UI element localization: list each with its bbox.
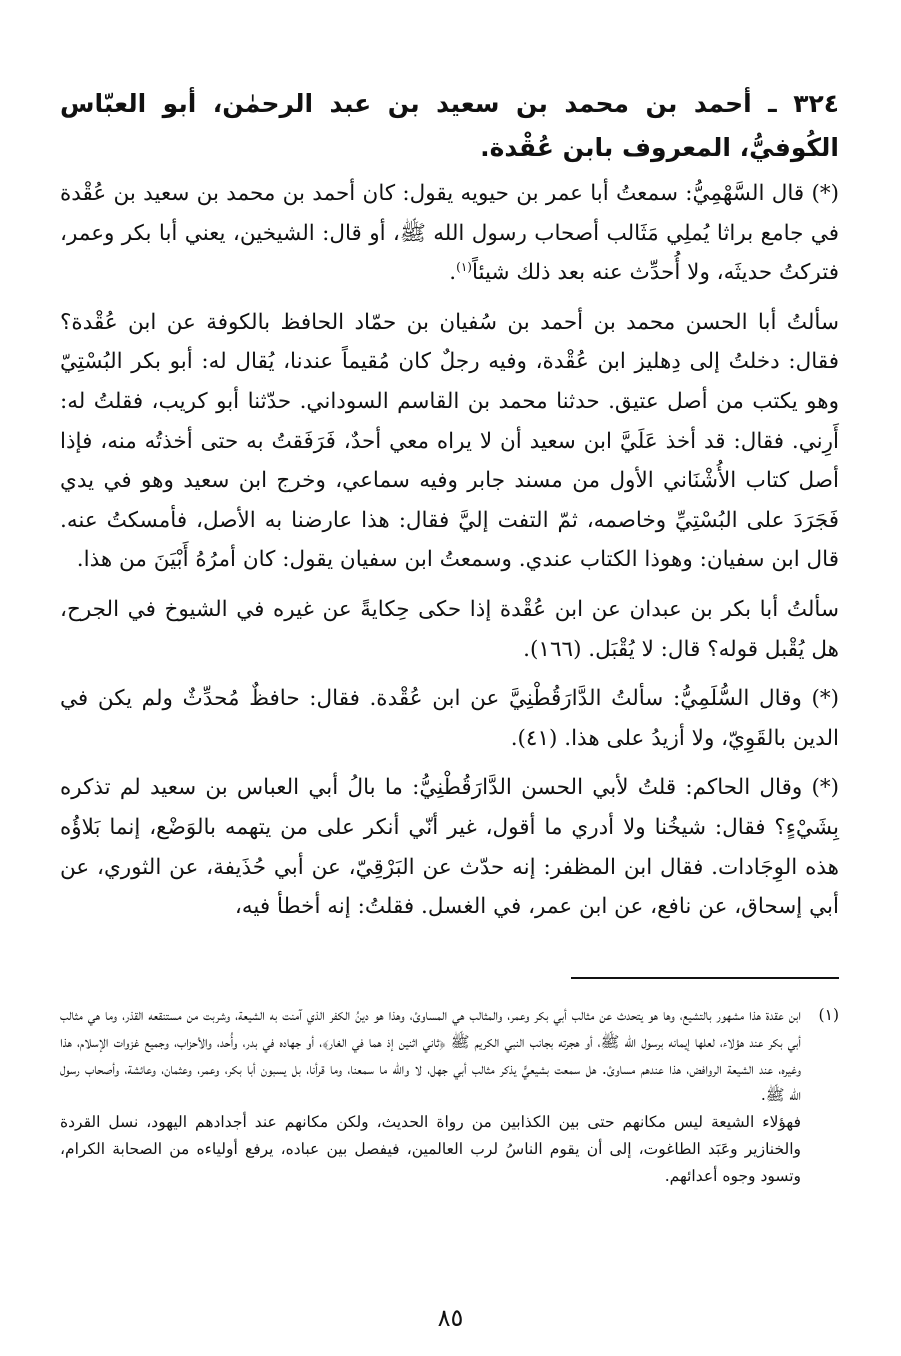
footnote-body: [60, 1002, 801, 1190]
footnote-paragraph: ابن عقدة هذا مشهور بالتشيع، وها هو يتحدث عن مثالب أبي بكر وعمر، والمثالب هي المساوئ، وهذا هو دينُ الكفر الذي آمنت به الشيعة، وشربت من مستنقعه القذر، وما هي مثالب أبي بكر عند هؤلاء، لعلها إيمانه برسول الله ﷺ، أو هجرته بجانب النبي الكريم ﷺ ﴿ثاني اثنين إذ هما في الغار﴾، أو جهاده في بدر، وأُحد، والأحزاب، وجميع غزوات الإسلام، هذا وغيره، عند الشيعة الروافض، هذا عندهم مساوئ. هل سمعت بشيعيٍّ يذكر مثالب أبي جهل، لا والله ما سمعنا، وما قرأنا، بل يسبون أبا بكر، وعمر، وعثمان، وعائشة، وأصحاب رسول الله ﷺ.: [60, 1006, 801, 1105]
paragraph-text: (*) قال السَّهْمِيُّ: سمعتُ أبا عمر بن حيويه يقول: كان أحمد بن محمد بن سعيد بن عُقْدة في جامع براثا يُملِي مَثَالب أصحاب رسول الله ﷺ، أو قال: الشيخين، يعني أبا بكر وعمر، فتركتُ حديثَه، ولا أُحدِّث عنه بعد ذلك شيئاً: [60, 181, 839, 286]
main-text: [60, 174, 839, 927]
paragraph-ibn-sufyan: سألتُ أبا الحسن محمد بن أحمد بن سُفيان بن حمّاد الحافظ بالكوفة عن ابن عُقْدة؟ فقال: دخلتُ إلى دِهليز ابن عُقْدة، وفيه رجلٌ كان مُقيماً عندنا، يُقال له: أبو بكر البُسْتِيّ وهو يكتب من أصل عتيق. حدثنا محمد بن القاسم السوداني. حدّثنا أبو كريب، فقلتُ له: أَرِني. فقال: قد أخذ عَلَيَّ ابن سعيد أن لا يراه معي أحدٌ، فَرَفَقتُ به حتى أخذتُه منه، فإذا أصل كتاب الأُشْنَاني الأول من مسند جابر وفيه سماعي، وخرج ابن سعيد وهو في يدي فَجَرَدَ على البُسْتِيِّ وخاصمه، ثمّ التفت إليَّ فقال: هذا عارضنا به الأصل، فأمسكتُ عنه. قال ابن سفيان: وهوذا الكتاب عندي. وسمعتُ ابن سفيان يقول: كان أمرُهُ أَبْيَنَ من هذا.: [60, 309, 840, 573]
page-number: ٨٥: [437, 1304, 464, 1332]
paragraph-hakim: (*) وقال الحاكم: قلتُ لأبي الحسن الدَّارَقُطْنِيُّ: ما بالُ أبي العباس بن سعيد لم تذكره بِشَيْءٍ؟ فقال: شيخُنا ولا أدري ما أقول، غير أنّي أنكر على من يتهمه بالوَضْع، إنما بَلاؤُه هذه الوِجَادات. فقال ابن المظفر: إنه حدّث عن البَرْقِيّ، عن أبي حُذَيفة، عن الثوري، عن أبي إسحاق، عن نافع، عن ابن عمر، في الغسل. فقلتُ: إنه أخطأ فيه،: [60, 775, 839, 920]
entry-heading: ٣٢٤ ـ أحمد بن محمد بن سعيد بن عبد الرحمٰن، أبو العبّاس الكُوفيُّ، المعروف بابن عُقْدة.: [60, 89, 839, 162]
footnote-marker: (١): [456, 260, 472, 275]
paragraph-ibn-abdan: سألتُ أبا بكر بن عبدان عن ابن عُقْدة إذا حكى حِكايةً عن غيره في الشيوخ في الجرح، هل يُقْبل قوله؟ قال: لا يُقْبَل. (١٦٦).: [60, 596, 839, 662]
footnote-separator: [571, 977, 839, 979]
footnote-1: [60, 1002, 839, 1190]
footnote-number: (١): [818, 1006, 839, 1024]
paragraph-sahmi: (*) قال السَّهْمِيُّ: سمعتُ أبا عمر بن حيويه يقول: كان أحمد بن محمد بن سعيد بن عُقْدة في جامع براثا يُملِي مَثَالب أصحاب رسول الله ﷺ، أو قال: الشيخين، يعني أبا بكر وعمر، فتركتُ حديثَه، ولا أُحدِّث عنه بعد ذلك شيئاً$^{(١)}$.: [60, 181, 839, 286]
footnote-paragraph: فهؤلاء الشيعة ليس مكانهم حتى بين الكذابين من رواة الحديث، ولكن مكانهم عند أجدادهم اليهود، نسل القردة والخنازير وعَبَد الطاغوت، إلى أن يقوم الناسُ لرب العالمين، فيفصل بين عباده، يرفع أولياءه من الصحابة الكرام، وتسود وجوه أعدائهم.: [60, 1113, 801, 1185]
paragraph-sulami: (*) وقال السُّلَمِيُّ: سألتُ الدَّارَقُطْنِيَّ عن ابن عُقْدة. فقال: حافظٌ مُحدِّثٌ ولم يكن في الدين بالقَوِيّ، ولا أزيدُ على هذا. (٤١).: [60, 686, 839, 751]
footnotes: [60, 1002, 839, 1190]
